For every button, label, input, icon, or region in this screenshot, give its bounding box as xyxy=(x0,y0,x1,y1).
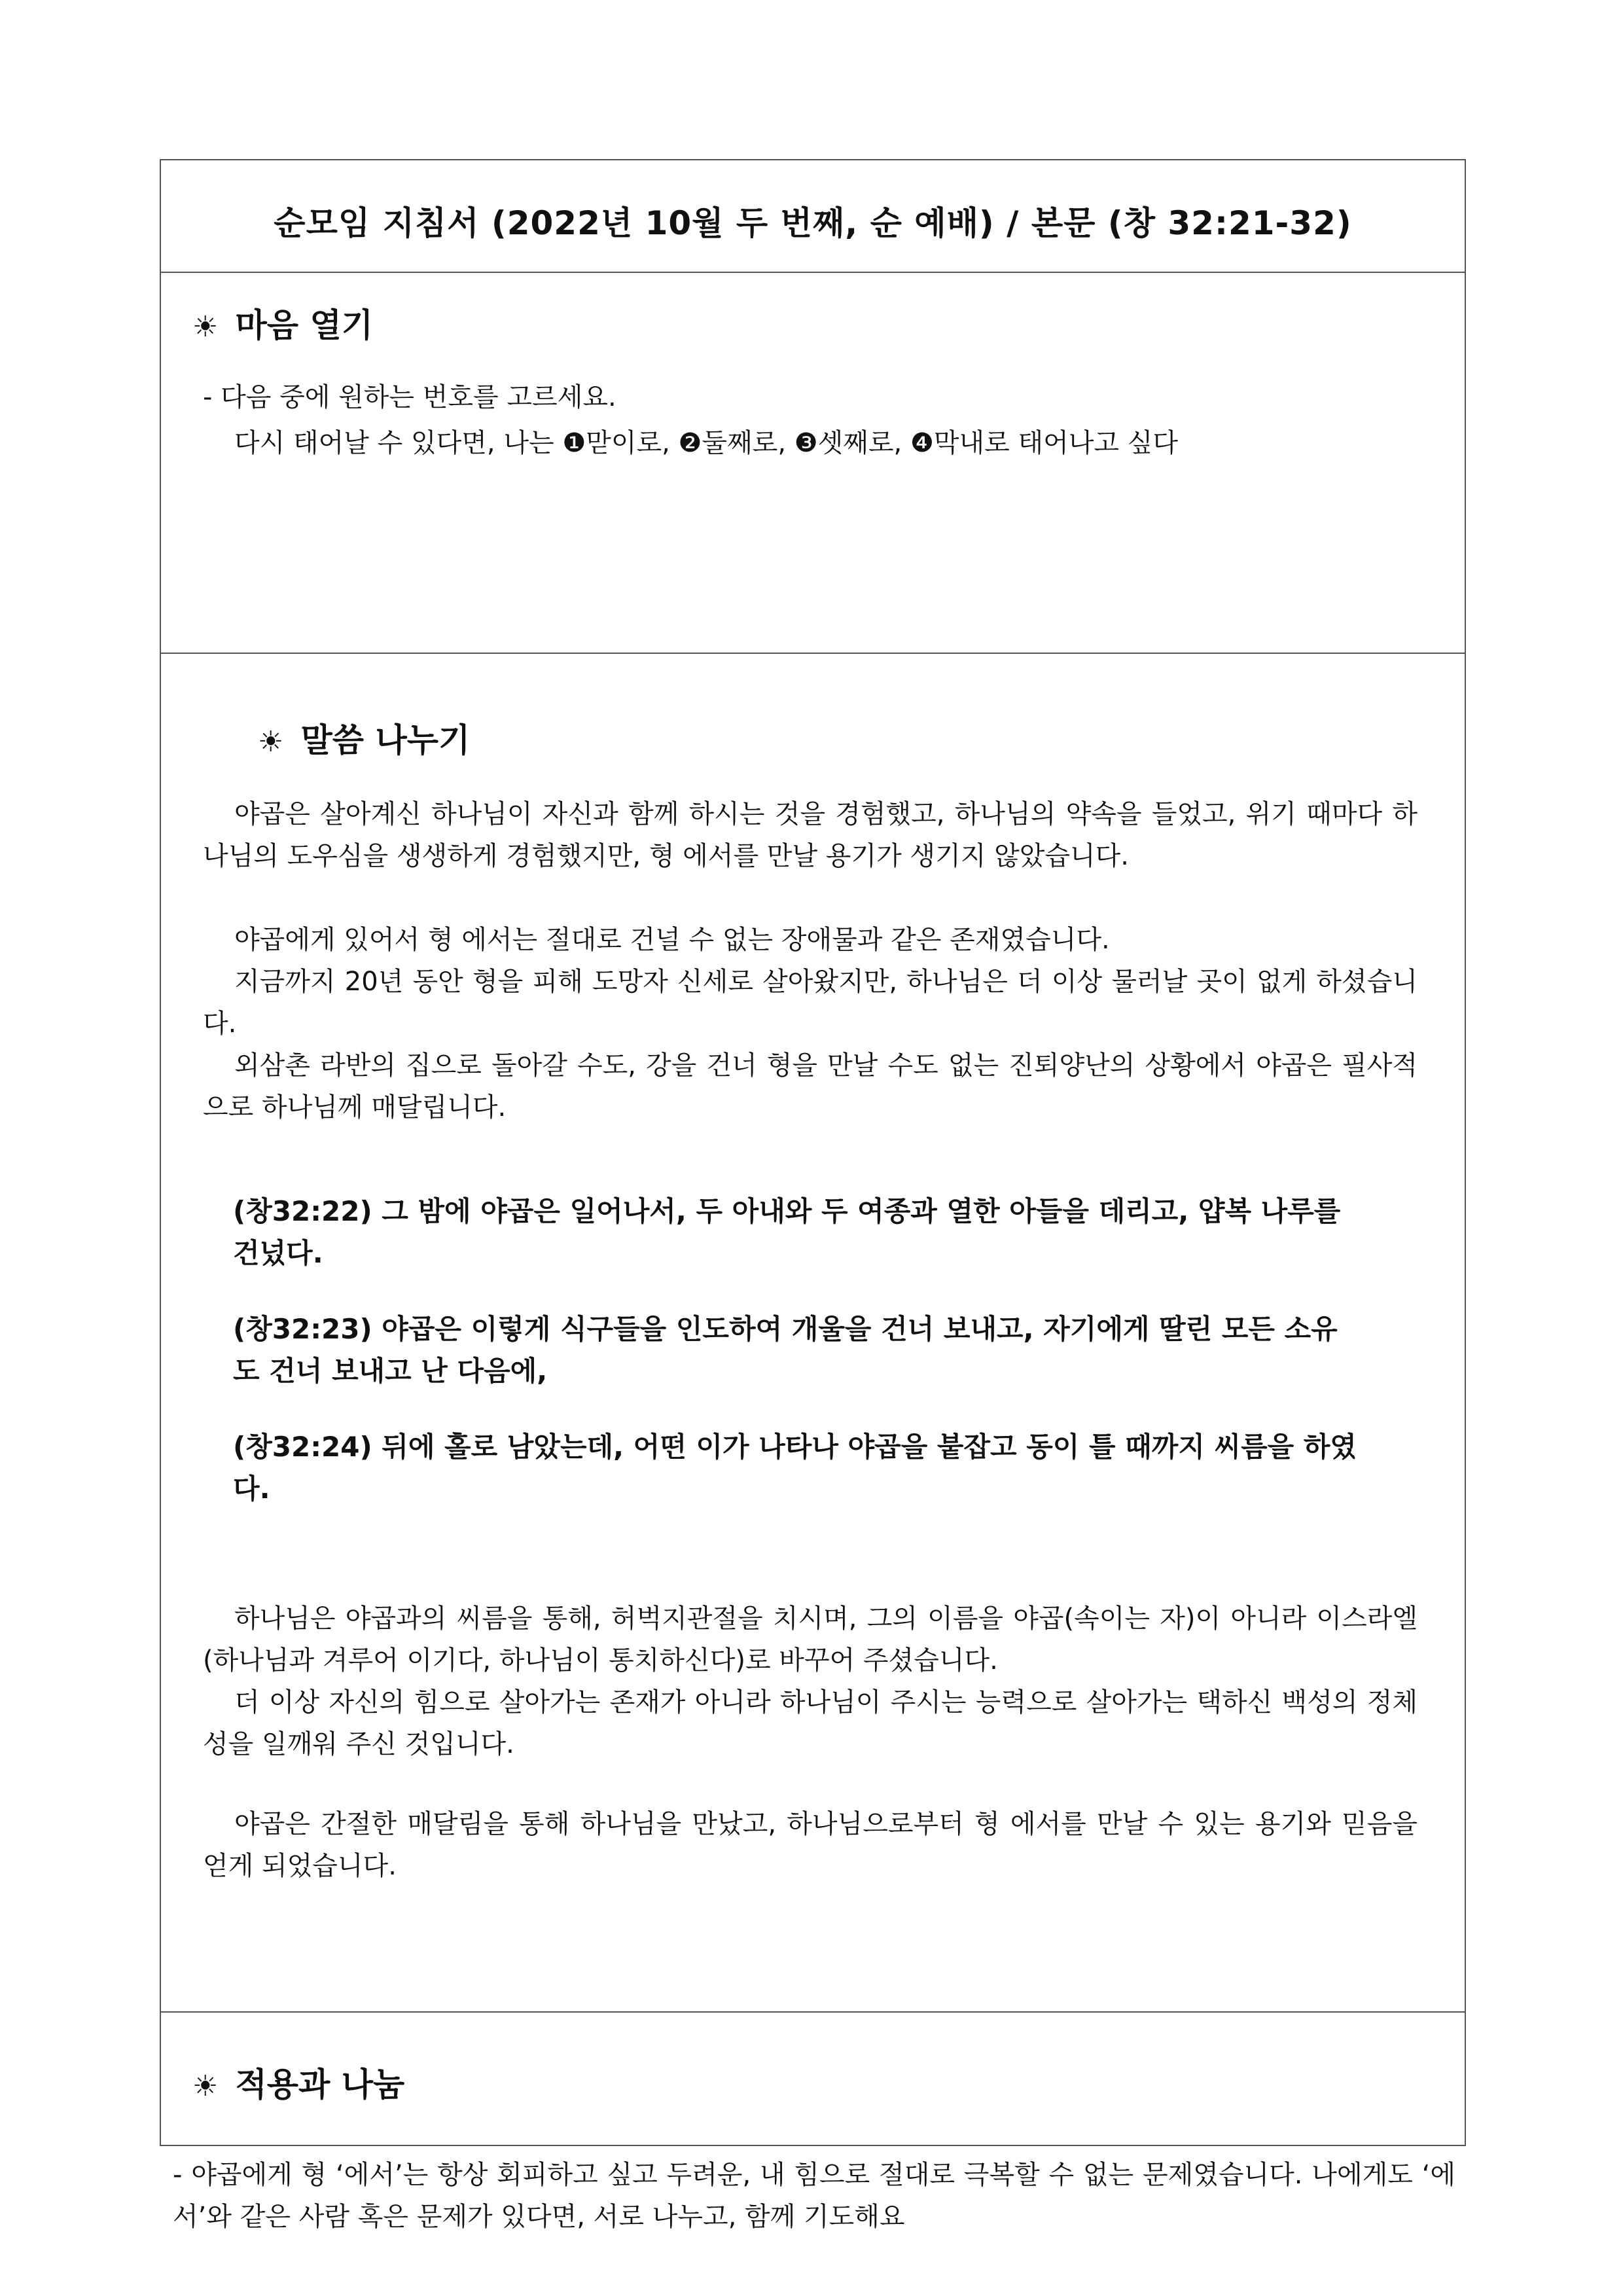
word-paragraph-7 xyxy=(203,1803,1418,1887)
verse-32-24: (창32:24) 뒤에 홀로 남았는데, 어떤 이가 나타나 야곱을 붙잡고 동이 틀 때까지 씨름을 하였다. xyxy=(233,1431,1357,1505)
title-row xyxy=(161,160,1465,273)
word-paragraph-4 xyxy=(203,1045,1418,1128)
sun-icon: ☀ xyxy=(192,2070,219,2103)
page-title: 순모임 지침서 (2022년 10월 두 번째, 순 예배) / 본문 (창 32:21-32) xyxy=(274,204,1352,242)
sun-icon: ☀ xyxy=(192,310,219,344)
apply-heading-text: 적용과 나눔 xyxy=(235,2066,405,2104)
word-paragraph-6 xyxy=(203,1681,1418,1765)
word-section xyxy=(161,654,1465,2013)
opening-heading-text: 마음 열기 xyxy=(235,306,374,344)
apply-heading xyxy=(192,2058,404,2106)
word-heading xyxy=(258,714,470,761)
word-paragraph-1-text: 야곱은 살아계신 하나님이 자신과 함께 하시는 것을 경험했고, 하나님의 약속을 들었고, 위기 때마다 하나님의 도우심을 생생하게 경험했지만, 형 에서를 만날 용기가 생기지 않았습니다. xyxy=(203,799,1418,871)
word-paragraph-2 xyxy=(203,919,1418,961)
word-paragraph-5 xyxy=(203,1598,1418,1681)
word-paragraph-6-text: 더 이상 자신의 힘으로 살아가는 존재가 아니라 하나님이 주시는 능력으로 살아가는 택하신 백성의 정체성을 일깨워 주신 것입니다. xyxy=(203,1687,1418,1759)
verse-32-23: (창32:23) 야곱은 이렇게 식구들을 인도하여 개울을 건너 보내고, 자기에게 딸린 모든 소유도 건너 보내고 난 다음에, xyxy=(233,1313,1338,1387)
opening-choices: 다시 태어날 수 있다면, 나는 ❶맏이로, ❷둘째로, ❸셋째로, ❹막내로 태어나고 싶다 xyxy=(234,428,1179,458)
word-paragraph-4-text: 외삼촌 라반의 집으로 돌아갈 수도, 강을 건너 형을 만날 수도 없는 진퇴양난의 상황에서 야곱은 필사적으로 하나님께 매달립니다. xyxy=(203,1050,1418,1122)
word-paragraph-3 xyxy=(203,961,1418,1045)
word-paragraph-2-text: 야곱에게 있어서 형 에서는 절대로 건널 수 없는 장애물과 같은 존재였습니다. xyxy=(234,925,1110,955)
opening-heading xyxy=(192,299,373,346)
verse-32-22: (창32:22) 그 밤에 야곱은 일어나서, 두 아내와 두 여종과 열한 아들을 데리고, 얍복 나루를 건넜다. xyxy=(233,1195,1341,1269)
word-paragraph-5-text: 하나님은 야곱과의 씨름을 통해, 허벅지관절을 치시며, 그의 이름을 야곱(속이는 자)이 아니라 이스라엘(하나님과 겨루어 이기다, 하나님이 통치하신다)로 바꾸어 주셨습니다. xyxy=(203,1604,1418,1676)
opening-section xyxy=(161,273,1465,654)
word-paragraph-1 xyxy=(203,793,1418,877)
word-paragraph-3-text: 지금까지 20년 동안 형을 피해 도망자 신세로 살아왔지만, 하나님은 더 이상 물러날 곳이 없게 하셨습니다. xyxy=(203,967,1418,1039)
opening-instruction: - 다음 중에 원하는 번호를 고르세요. xyxy=(203,382,616,412)
word-paragraph-7-text: 야곱은 간절한 매달림을 통해 하나님을 만났고, 하나님으로부터 형 에서를 만날 수 있는 용기와 믿음을 얻게 되었습니다. xyxy=(203,1809,1418,1881)
word-heading-text: 말씀 나누기 xyxy=(300,721,471,759)
sun-icon: ☀ xyxy=(258,725,284,759)
document-frame xyxy=(160,159,1466,2232)
apply-paragraph: - 야곱에게 형 ‘에서’는 항상 회피하고 싶고 두려운, 내 힘으로 절대로 극복할 수 없는 문제였습니다. 나에게도 ‘에서’와 같은 사람 혹은 문제가 있다면, 서로 나누고, 함께 기도해요 xyxy=(173,2160,1455,2232)
